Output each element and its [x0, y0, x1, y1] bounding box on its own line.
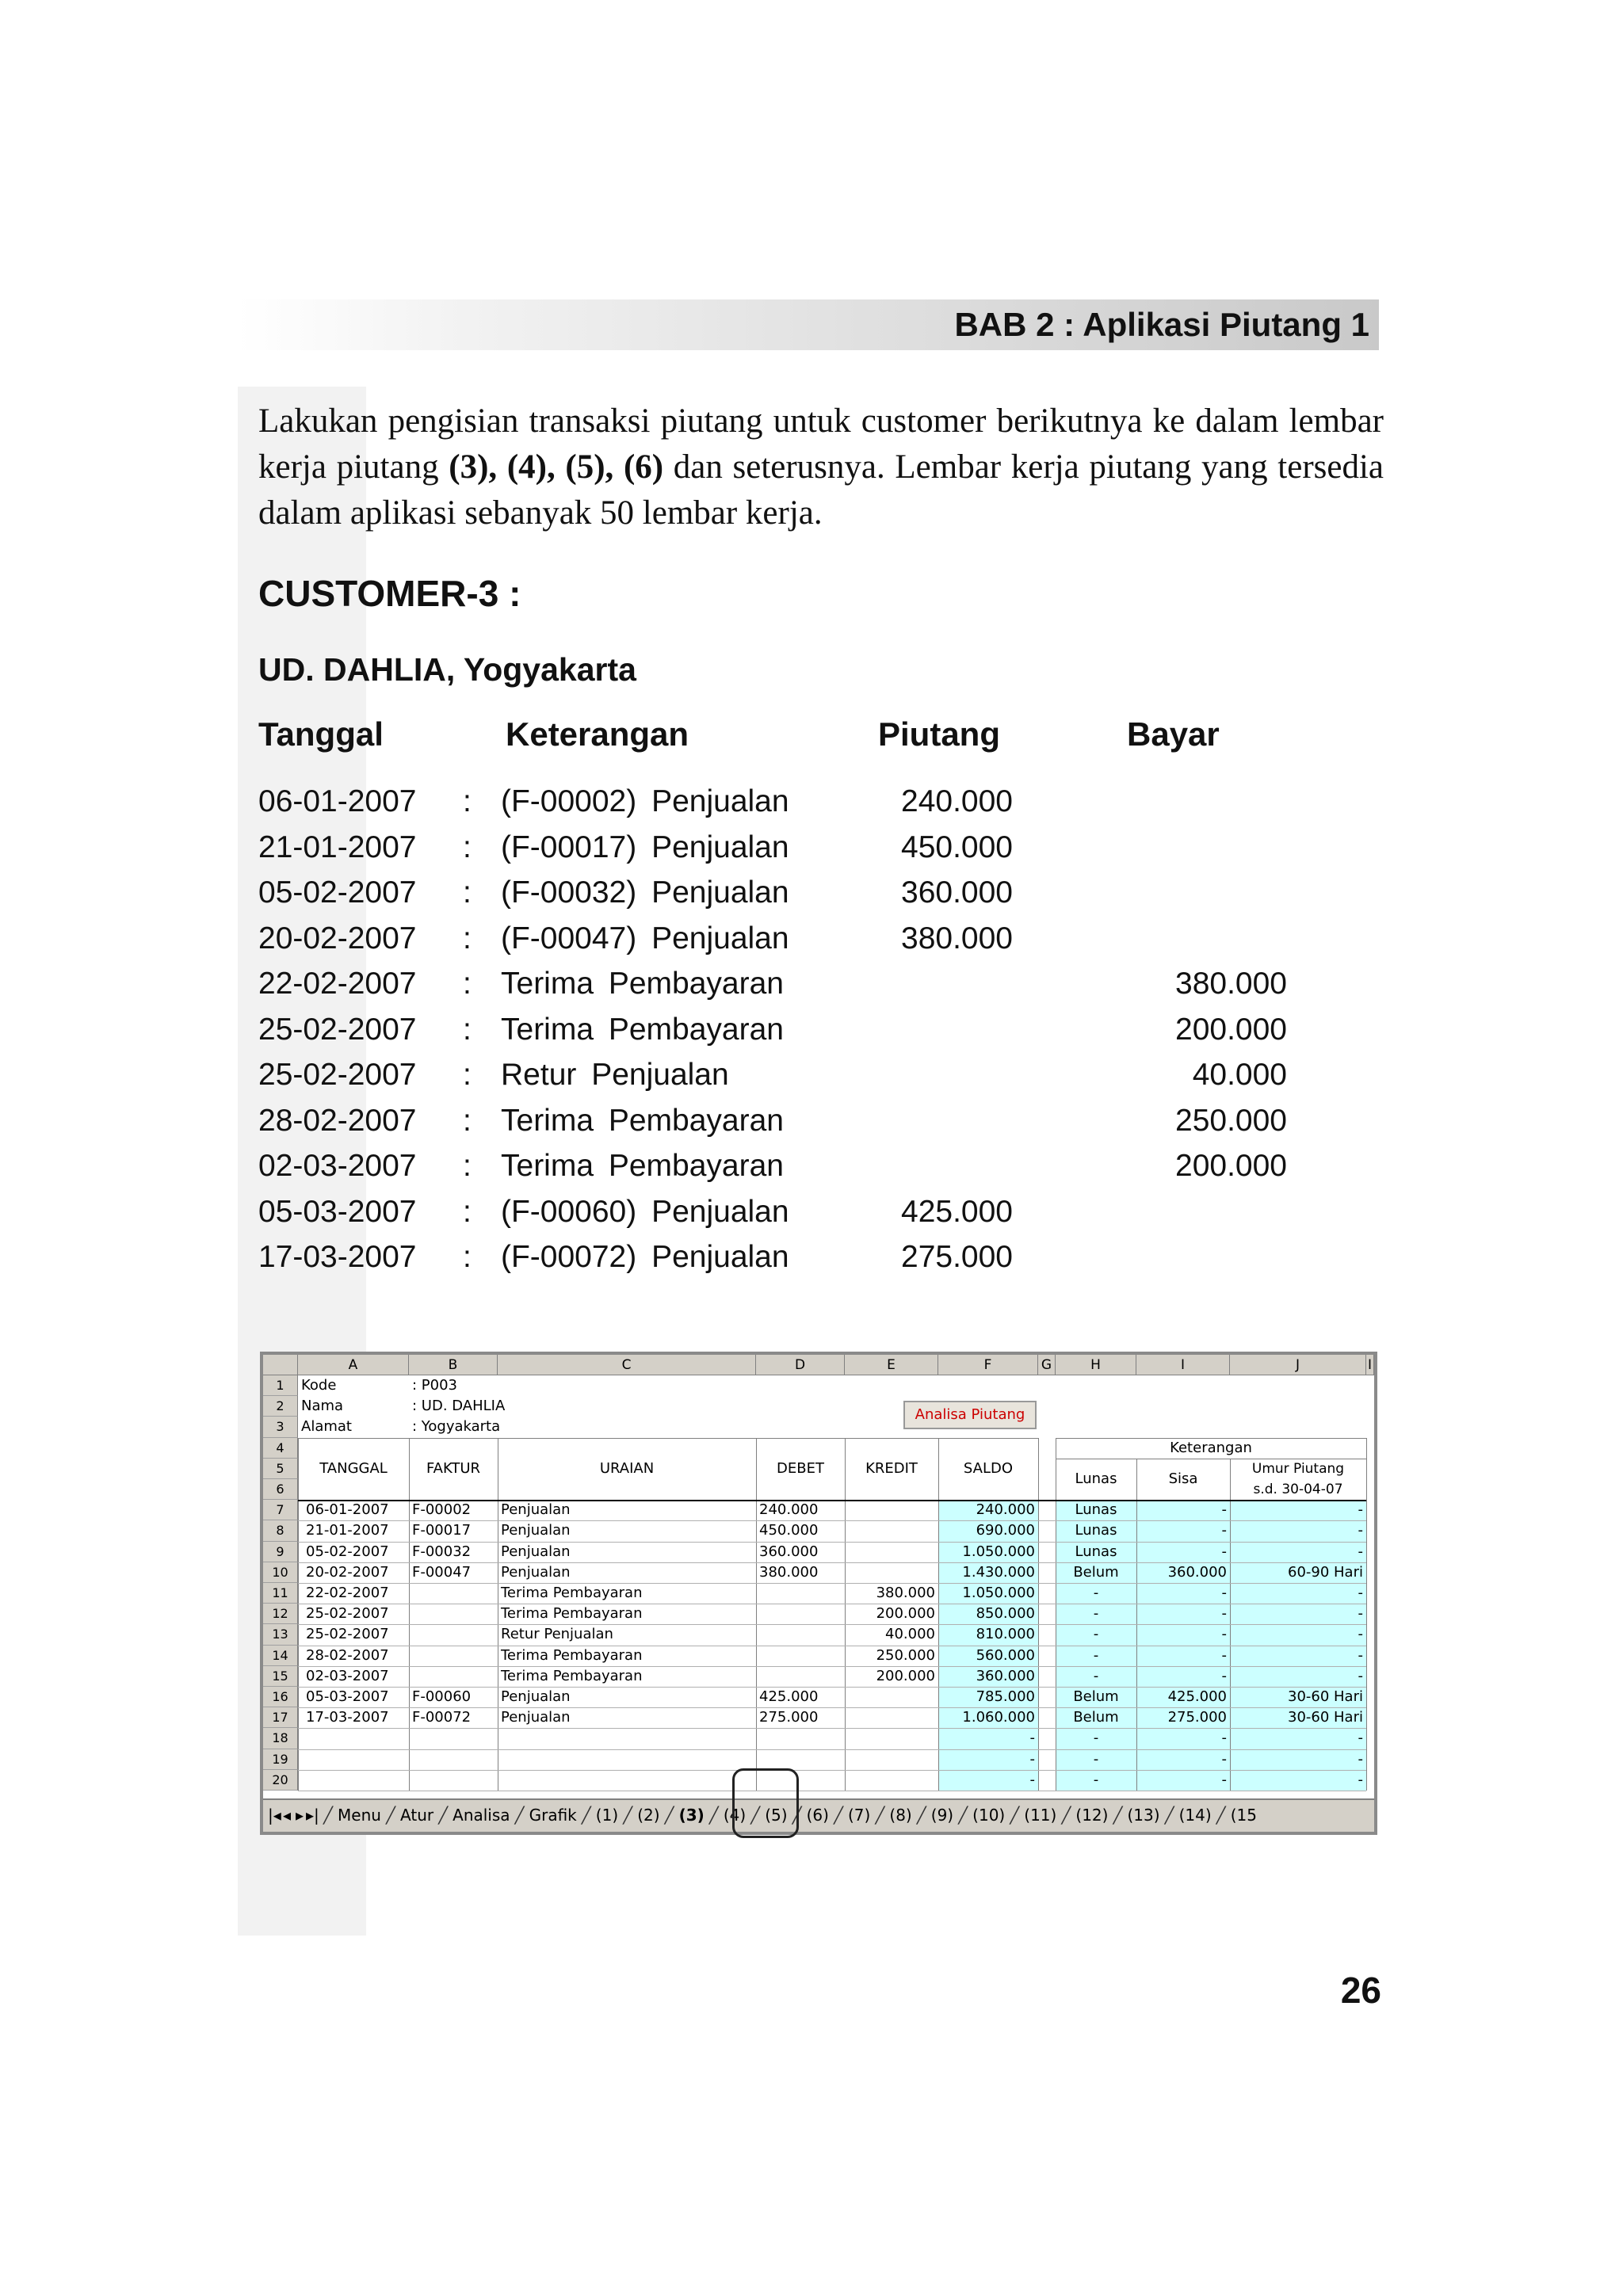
table-row — [263, 1604, 1374, 1624]
cell-tanggal[interactable]: 02-03-2007 — [306, 1667, 389, 1684]
cell-lunas[interactable]: - — [1093, 1667, 1099, 1684]
cell-tanggal[interactable]: 06-01-2007 — [306, 1501, 389, 1519]
sheet-tab[interactable]: (5) — [765, 1806, 788, 1825]
transaction-separator: : — [463, 1058, 472, 1092]
sheet-tab[interactable]: (1) — [595, 1806, 619, 1825]
cell-saldo[interactable]: 240.000 — [976, 1501, 1035, 1519]
sheet-tab[interactable]: (11) — [1024, 1806, 1057, 1825]
tab-separator: ╱ — [958, 1806, 968, 1825]
info-label: Alamat — [301, 1418, 352, 1436]
tab-separator: ╱ — [664, 1806, 674, 1825]
cell-tanggal[interactable]: 17-03-2007 — [306, 1709, 389, 1726]
corner-cell — [263, 1355, 298, 1375]
transaction-date: 22-02-2007 — [258, 967, 417, 1001]
column-header-c[interactable]: C — [498, 1355, 756, 1375]
cell-uraian[interactable]: Penjualan — [501, 1688, 571, 1705]
sheet-tab[interactable]: Grafik — [529, 1806, 577, 1825]
table-row — [263, 1770, 1374, 1791]
transaction-separator: : — [463, 830, 472, 864]
transaction-separator: : — [463, 1149, 472, 1183]
cell-umur[interactable]: - — [1358, 1730, 1363, 1747]
tab-separator: ╱ — [750, 1806, 761, 1825]
cell-tanggal[interactable]: 05-03-2007 — [306, 1688, 389, 1705]
row-header-19[interactable]: 19 — [263, 1749, 298, 1770]
cell-saldo[interactable]: 1.050.000 — [962, 1585, 1035, 1601]
tab-separator: ╱ — [875, 1806, 885, 1825]
transaction-piutang: 275.000 — [901, 1240, 1013, 1274]
sheet-tab[interactable]: (3) — [678, 1806, 705, 1825]
cell-debet[interactable]: 425.000 — [759, 1688, 819, 1705]
column-heading-piutang: Piutang — [878, 715, 1000, 753]
transaction-bayar: 200.000 — [1175, 1012, 1287, 1047]
transaction-separator: : — [463, 967, 472, 1001]
sheet-tab[interactable]: (12) — [1075, 1806, 1109, 1825]
tab-separator: ╱ — [514, 1806, 525, 1825]
sheet-tab[interactable]: (4) — [723, 1806, 747, 1825]
transaction-row — [258, 1240, 1368, 1285]
info-value: : P003 — [412, 1377, 457, 1394]
cell-umur[interactable]: 60-90 Hari — [1288, 1563, 1363, 1581]
cell-lunas[interactable]: - — [1093, 1730, 1099, 1747]
cell-uraian[interactable]: Penjualan — [501, 1522, 571, 1539]
transaction-description: Terima Pembayaran — [501, 967, 784, 1001]
column-header-b[interactable]: B — [409, 1355, 498, 1375]
spreadsheet-window — [260, 1352, 1377, 1835]
transaction-date: 21-01-2007 — [258, 830, 417, 864]
tab-separator: ╱ — [385, 1806, 396, 1825]
cell-tanggal[interactable]: 20-02-2007 — [306, 1563, 389, 1581]
info-label: Nama — [301, 1398, 344, 1415]
sheet-tab[interactable]: Menu — [338, 1806, 381, 1825]
spreadsheet-grid — [263, 1355, 1374, 1800]
cell-sisa[interactable]: 275.000 — [1167, 1709, 1227, 1726]
cell-lunas[interactable]: Lunas — [1075, 1501, 1117, 1519]
cell-debet[interactable]: 380.000 — [759, 1563, 819, 1581]
cell-lunas[interactable]: - — [1093, 1585, 1099, 1601]
transaction-description: Terima Pembayaran — [501, 1103, 784, 1138]
sheet-tab[interactable]: (6) — [806, 1806, 829, 1825]
cell-kredit[interactable]: 200.000 — [876, 1667, 935, 1684]
cell-umur[interactable]: 30-60 Hari — [1288, 1688, 1363, 1705]
tab-separator: ╱ — [323, 1806, 334, 1825]
cell-saldo[interactable]: - — [1029, 1730, 1035, 1747]
cell-tanggal[interactable]: 21-01-2007 — [306, 1522, 389, 1539]
cell-sisa[interactable]: - — [1221, 1543, 1227, 1560]
cell-sisa[interactable]: - — [1221, 1585, 1227, 1601]
cell-umur[interactable]: - — [1358, 1522, 1363, 1539]
tab-separator: ╱ — [1216, 1806, 1226, 1825]
row-header-11[interactable]: 11 — [263, 1583, 298, 1604]
cell-lunas[interactable]: - — [1093, 1771, 1099, 1788]
transaction-row — [258, 1149, 1368, 1194]
row-header-8[interactable]: 8 — [263, 1520, 298, 1541]
table-row — [263, 1646, 1374, 1666]
transaction-separator: : — [463, 1194, 472, 1229]
cell-sisa[interactable]: - — [1221, 1501, 1227, 1519]
cell-lunas[interactable]: Belum — [1073, 1563, 1119, 1581]
cell-uraian[interactable]: Terima Pembayaran — [501, 1585, 643, 1601]
transaction-separator: : — [463, 784, 472, 818]
row-header-3[interactable]: 3 — [263, 1417, 298, 1437]
cell-uraian[interactable]: Terima Pembayaran — [501, 1605, 643, 1623]
cell-saldo[interactable]: 850.000 — [976, 1605, 1035, 1623]
intro-bold-sheets: (3), (4), (5), (6) — [449, 448, 664, 486]
info-value: : Yogyakarta — [412, 1418, 501, 1436]
row-header-13[interactable]: 13 — [263, 1624, 298, 1645]
row-header-5[interactable]: 5 — [263, 1459, 298, 1479]
transaction-date: 06-01-2007 — [258, 784, 417, 818]
tab-navigation — [263, 1800, 323, 1830]
transaction-separator: : — [463, 1103, 472, 1138]
table-row — [263, 1500, 1374, 1520]
cell-umur[interactable]: - — [1358, 1667, 1363, 1684]
table-row — [263, 1749, 1374, 1770]
grid-hline — [298, 1438, 1038, 1439]
transaction-row — [258, 875, 1368, 921]
sheet-tab[interactable]: (7) — [848, 1806, 871, 1825]
customer-heading: CUSTOMER-3 : — [258, 573, 521, 614]
row-header-16[interactable]: 16 — [263, 1687, 298, 1707]
transaction-description: (F-00032) Penjualan — [501, 875, 789, 910]
transaction-row — [258, 1013, 1368, 1058]
cell-faktur[interactable]: F-00060 — [412, 1688, 472, 1705]
page-number: 26 — [1340, 1970, 1381, 2011]
cell-faktur[interactable]: F-00032 — [412, 1543, 472, 1560]
table-row — [263, 1520, 1374, 1541]
cell-uraian[interactable]: Penjualan — [501, 1563, 571, 1581]
column-header-g[interactable]: G — [1038, 1355, 1056, 1375]
sheet-tab[interactable]: (9) — [930, 1806, 954, 1825]
column-header-j[interactable]: J — [1230, 1355, 1366, 1375]
cell-umur[interactable]: - — [1358, 1585, 1363, 1601]
cell-umur[interactable]: - — [1358, 1750, 1363, 1768]
transaction-row — [258, 921, 1368, 967]
header-kredit: KREDIT — [865, 1459, 918, 1477]
column-header-h[interactable]: H — [1056, 1355, 1136, 1375]
transaction-piutang: 450.000 — [901, 830, 1013, 864]
cell-saldo[interactable]: 810.000 — [976, 1626, 1035, 1643]
cell-kredit[interactable]: 250.000 — [876, 1646, 935, 1664]
cell-faktur[interactable]: F-00072 — [412, 1709, 472, 1726]
column-header-i[interactable]: I — [1366, 1355, 1374, 1375]
cell-saldo[interactable]: 1.060.000 — [962, 1709, 1035, 1726]
cell-saldo[interactable]: 560.000 — [976, 1646, 1035, 1664]
cell-tanggal[interactable]: 25-02-2007 — [306, 1605, 389, 1623]
cell-sisa[interactable]: - — [1221, 1730, 1227, 1747]
cell-umur[interactable]: 30-60 Hari — [1288, 1709, 1363, 1726]
row-header-9[interactable]: 9 — [263, 1542, 298, 1562]
cell-lunas[interactable]: Lunas — [1075, 1522, 1117, 1539]
cell-sisa[interactable]: - — [1221, 1605, 1227, 1623]
cell-uraian[interactable]: Terima Pembayaran — [501, 1667, 643, 1684]
header-lunas: Lunas — [1075, 1470, 1117, 1487]
cell-debet[interactable]: 240.000 — [759, 1501, 819, 1519]
header-faktur: FAKTUR — [426, 1459, 481, 1477]
sheet-tab[interactable]: (2) — [637, 1806, 660, 1825]
row-header-6[interactable]: 6 — [263, 1479, 298, 1500]
cell-saldo[interactable]: 360.000 — [976, 1667, 1035, 1684]
cell-umur[interactable]: - — [1358, 1501, 1363, 1519]
row-header-4[interactable]: 4 — [263, 1438, 298, 1459]
sheet-tab[interactable]: (10) — [972, 1806, 1006, 1825]
transaction-description: (F-00002) Penjualan — [501, 784, 789, 818]
row-header-15[interactable]: 15 — [263, 1666, 298, 1687]
sheet-tab[interactable]: (8) — [889, 1806, 912, 1825]
tab-separator: ╱ — [1010, 1806, 1020, 1825]
transaction-description: (F-00060) Penjualan — [501, 1194, 789, 1229]
info-value: : UD. DAHLIA — [412, 1398, 506, 1415]
info-label: Kode — [301, 1377, 337, 1394]
transaction-row — [258, 1104, 1368, 1149]
column-heading-bayar: Bayar — [1127, 715, 1220, 753]
tab-separator: ╱ — [833, 1806, 843, 1825]
cell-tanggal[interactable]: 25-02-2007 — [306, 1626, 389, 1643]
transaction-row — [258, 1195, 1368, 1240]
header-saldo: SALDO — [963, 1459, 1014, 1477]
cell-kredit[interactable]: 40.000 — [885, 1626, 935, 1643]
table-row — [263, 1666, 1374, 1687]
transaction-piutang: 425.000 — [901, 1194, 1013, 1229]
table-row — [263, 1583, 1374, 1604]
cell-umur[interactable]: - — [1358, 1626, 1363, 1643]
cell-lunas[interactable]: Belum — [1073, 1709, 1119, 1726]
intro-part2: dan seterusnya. Lembar kerja piutang yang tersedia dalam aplikasi sebanyak 50 lembar kerja. — [258, 448, 1384, 532]
column-header-i[interactable]: I — [1136, 1355, 1230, 1375]
cell-uraian[interactable]: Terima Pembayaran — [501, 1646, 643, 1664]
transaction-description: (F-00047) Penjualan — [501, 921, 789, 955]
intro-part1: Lakukan pengisian transaksi piutang untuk customer berikutnya ke dalam lembar kerja piutang — [258, 402, 1384, 486]
column-heading-tanggal: Tanggal — [258, 715, 384, 753]
transaction-separator: : — [463, 875, 472, 910]
column-heading-keterangan: Keterangan — [506, 715, 689, 753]
cell-saldo[interactable]: - — [1029, 1771, 1035, 1788]
next-sheet-icon[interactable]: ▸ — [295, 1806, 304, 1825]
transaction-bayar: 250.000 — [1175, 1103, 1287, 1138]
cell-saldo[interactable]: 1.430.000 — [962, 1563, 1035, 1581]
intro-paragraph — [258, 399, 1384, 536]
table-row — [263, 1562, 1374, 1583]
tab-separator: ╱ — [792, 1806, 802, 1825]
row-header-17[interactable]: 17 — [263, 1707, 298, 1728]
cell-uraian[interactable]: Penjualan — [501, 1709, 571, 1726]
cell-debet[interactable]: 275.000 — [759, 1709, 819, 1726]
chapter-header-band — [238, 299, 1379, 350]
cell-saldo[interactable]: - — [1029, 1750, 1035, 1768]
cell-umur[interactable]: - — [1358, 1771, 1363, 1788]
transaction-date: 25-02-2007 — [258, 1058, 417, 1092]
transaction-date: 28-02-2007 — [258, 1103, 417, 1138]
table-row — [263, 1687, 1374, 1707]
cell-debet[interactable]: 360.000 — [759, 1543, 819, 1560]
transaction-date: 20-02-2007 — [258, 921, 417, 955]
tab-separator: ╱ — [623, 1806, 633, 1825]
cell-faktur[interactable]: F-00047 — [412, 1563, 472, 1581]
cell-lunas[interactable]: - — [1093, 1626, 1099, 1643]
row-header-14[interactable]: 14 — [263, 1646, 298, 1666]
cell-saldo[interactable]: 785.000 — [976, 1688, 1035, 1705]
tab-separator: ╱ — [1061, 1806, 1071, 1825]
cell-uraian[interactable]: Penjualan — [501, 1543, 571, 1560]
cell-tanggal[interactable]: 28-02-2007 — [306, 1646, 389, 1664]
transaction-separator: : — [463, 921, 472, 955]
transaction-bayar: 380.000 — [1175, 967, 1287, 1001]
cell-sisa[interactable]: 360.000 — [1167, 1563, 1227, 1581]
sheet-tab[interactable]: Atur — [400, 1806, 434, 1825]
transaction-separator: : — [463, 1012, 472, 1047]
header-debet: DEBET — [777, 1459, 824, 1477]
tab-separator: ╱ — [1113, 1806, 1123, 1825]
header-keterangan: Keterangan — [1170, 1439, 1252, 1456]
sheet-tab[interactable]: (14) — [1178, 1806, 1212, 1825]
cell-umur[interactable]: - — [1358, 1646, 1363, 1664]
row-header-20[interactable]: 20 — [263, 1770, 298, 1791]
cell-uraian[interactable]: Retur Penjualan — [501, 1626, 613, 1643]
cell-sisa[interactable]: - — [1221, 1522, 1227, 1539]
transaction-description: Terima Pembayaran — [501, 1149, 784, 1183]
transaction-bayar: 40.000 — [1192, 1058, 1287, 1092]
sheet-tab[interactable]: (15 — [1230, 1806, 1257, 1825]
transaction-description: Retur Penjualan — [501, 1058, 729, 1092]
tab-separator: ╱ — [708, 1806, 719, 1825]
transaction-description: Terima Pembayaran — [501, 1012, 784, 1047]
transaction-piutang: 360.000 — [901, 875, 1013, 910]
cell-lunas[interactable]: - — [1093, 1750, 1099, 1768]
cell-lunas[interactable]: - — [1093, 1605, 1099, 1623]
cell-saldo[interactable]: 690.000 — [976, 1522, 1035, 1539]
tab-separator: ╱ — [438, 1806, 449, 1825]
cell-kredit[interactable]: 200.000 — [876, 1605, 935, 1623]
transaction-description: (F-00017) Penjualan — [501, 830, 789, 864]
transaction-row — [258, 967, 1368, 1012]
column-header-e[interactable]: E — [845, 1355, 938, 1375]
table-row — [263, 1728, 1374, 1749]
transaction-separator: : — [463, 1240, 472, 1274]
sheet-tab[interactable]: (13) — [1127, 1806, 1160, 1825]
cell-sisa[interactable]: - — [1221, 1646, 1227, 1664]
cell-tanggal[interactable]: 22-02-2007 — [306, 1585, 389, 1601]
column-header-f[interactable]: F — [938, 1355, 1038, 1375]
customer-name: UD. DAHLIA, Yogyakarta — [258, 651, 636, 688]
tab-separator: ╱ — [916, 1806, 926, 1825]
analisa-piutang-button[interactable]: Analisa Piutang — [903, 1401, 1037, 1429]
transaction-row — [258, 830, 1368, 875]
cell-saldo[interactable]: 1.050.000 — [962, 1543, 1035, 1560]
row-header-7[interactable]: 7 — [263, 1500, 298, 1520]
cell-faktur[interactable]: F-00002 — [412, 1501, 472, 1519]
row-header-2[interactable]: 2 — [263, 1396, 298, 1417]
sheet-tab-bar — [263, 1798, 1374, 1832]
transaction-piutang: 380.000 — [901, 921, 1013, 955]
transaction-date: 02-03-2007 — [258, 1149, 417, 1183]
first-sheet-icon[interactable]: |◂ — [268, 1806, 281, 1825]
row-header-10[interactable]: 10 — [263, 1562, 298, 1583]
table-row — [263, 1707, 1374, 1728]
header-uraian: URAIAN — [599, 1459, 655, 1477]
transaction-date: 05-03-2007 — [258, 1194, 417, 1229]
row-header-12[interactable]: 12 — [263, 1604, 298, 1624]
sheet-tab[interactable]: Analisa — [453, 1806, 510, 1825]
transaction-date: 05-02-2007 — [258, 875, 417, 910]
transaction-date: 17-03-2007 — [258, 1240, 417, 1274]
transaction-row — [258, 784, 1368, 830]
tab-separator: ╱ — [1164, 1806, 1174, 1825]
row-header-1[interactable]: 1 — [263, 1375, 298, 1396]
header-umur-piutang: Umur Piutang — [1251, 1460, 1345, 1477]
cell-faktur[interactable]: F-00017 — [412, 1522, 472, 1539]
header-tanggal: TANGGAL — [319, 1459, 388, 1477]
table-row — [263, 1542, 1374, 1562]
transaction-description: (F-00072) Penjualan — [501, 1240, 789, 1274]
cell-umur[interactable]: - — [1358, 1543, 1363, 1560]
last-sheet-icon[interactable]: ▸| — [306, 1806, 319, 1825]
cell-sisa[interactable]: - — [1221, 1667, 1227, 1684]
transaction-bayar: 200.000 — [1175, 1149, 1287, 1183]
active-tab-highlight-circle — [732, 1768, 799, 1838]
cell-tanggal[interactable]: 05-02-2007 — [306, 1543, 389, 1560]
column-header-a[interactable]: A — [298, 1355, 409, 1375]
prev-sheet-icon[interactable]: ◂ — [282, 1806, 292, 1825]
chapter-title: BAB 2 : Aplikasi Piutang 1 — [954, 306, 1369, 343]
header-sisa: Sisa — [1168, 1470, 1198, 1487]
transaction-row — [258, 1058, 1368, 1103]
cell-kredit[interactable]: 380.000 — [876, 1585, 935, 1601]
header-umur-date: s.d. 30-04-07 — [1253, 1482, 1343, 1497]
cell-debet[interactable]: 450.000 — [759, 1522, 819, 1539]
column-header-d[interactable]: D — [756, 1355, 845, 1375]
table-row — [263, 1624, 1374, 1645]
cell-lunas[interactable]: Lunas — [1075, 1543, 1117, 1560]
cell-lunas[interactable]: - — [1093, 1646, 1099, 1664]
row-header-18[interactable]: 18 — [263, 1728, 298, 1749]
cell-sisa[interactable]: - — [1221, 1626, 1227, 1643]
cell-sisa[interactable]: - — [1221, 1771, 1227, 1788]
tab-separator: ╱ — [581, 1806, 591, 1825]
watermark: Wijaya Media — [71, 1242, 204, 2013]
cell-sisa[interactable]: - — [1221, 1750, 1227, 1768]
transaction-date: 25-02-2007 — [258, 1012, 417, 1047]
transaction-piutang: 240.000 — [901, 784, 1013, 818]
cell-umur[interactable]: - — [1358, 1605, 1363, 1623]
cell-sisa[interactable]: 425.000 — [1167, 1688, 1227, 1705]
cell-uraian[interactable]: Penjualan — [501, 1501, 571, 1519]
cell-lunas[interactable]: Belum — [1073, 1688, 1119, 1705]
